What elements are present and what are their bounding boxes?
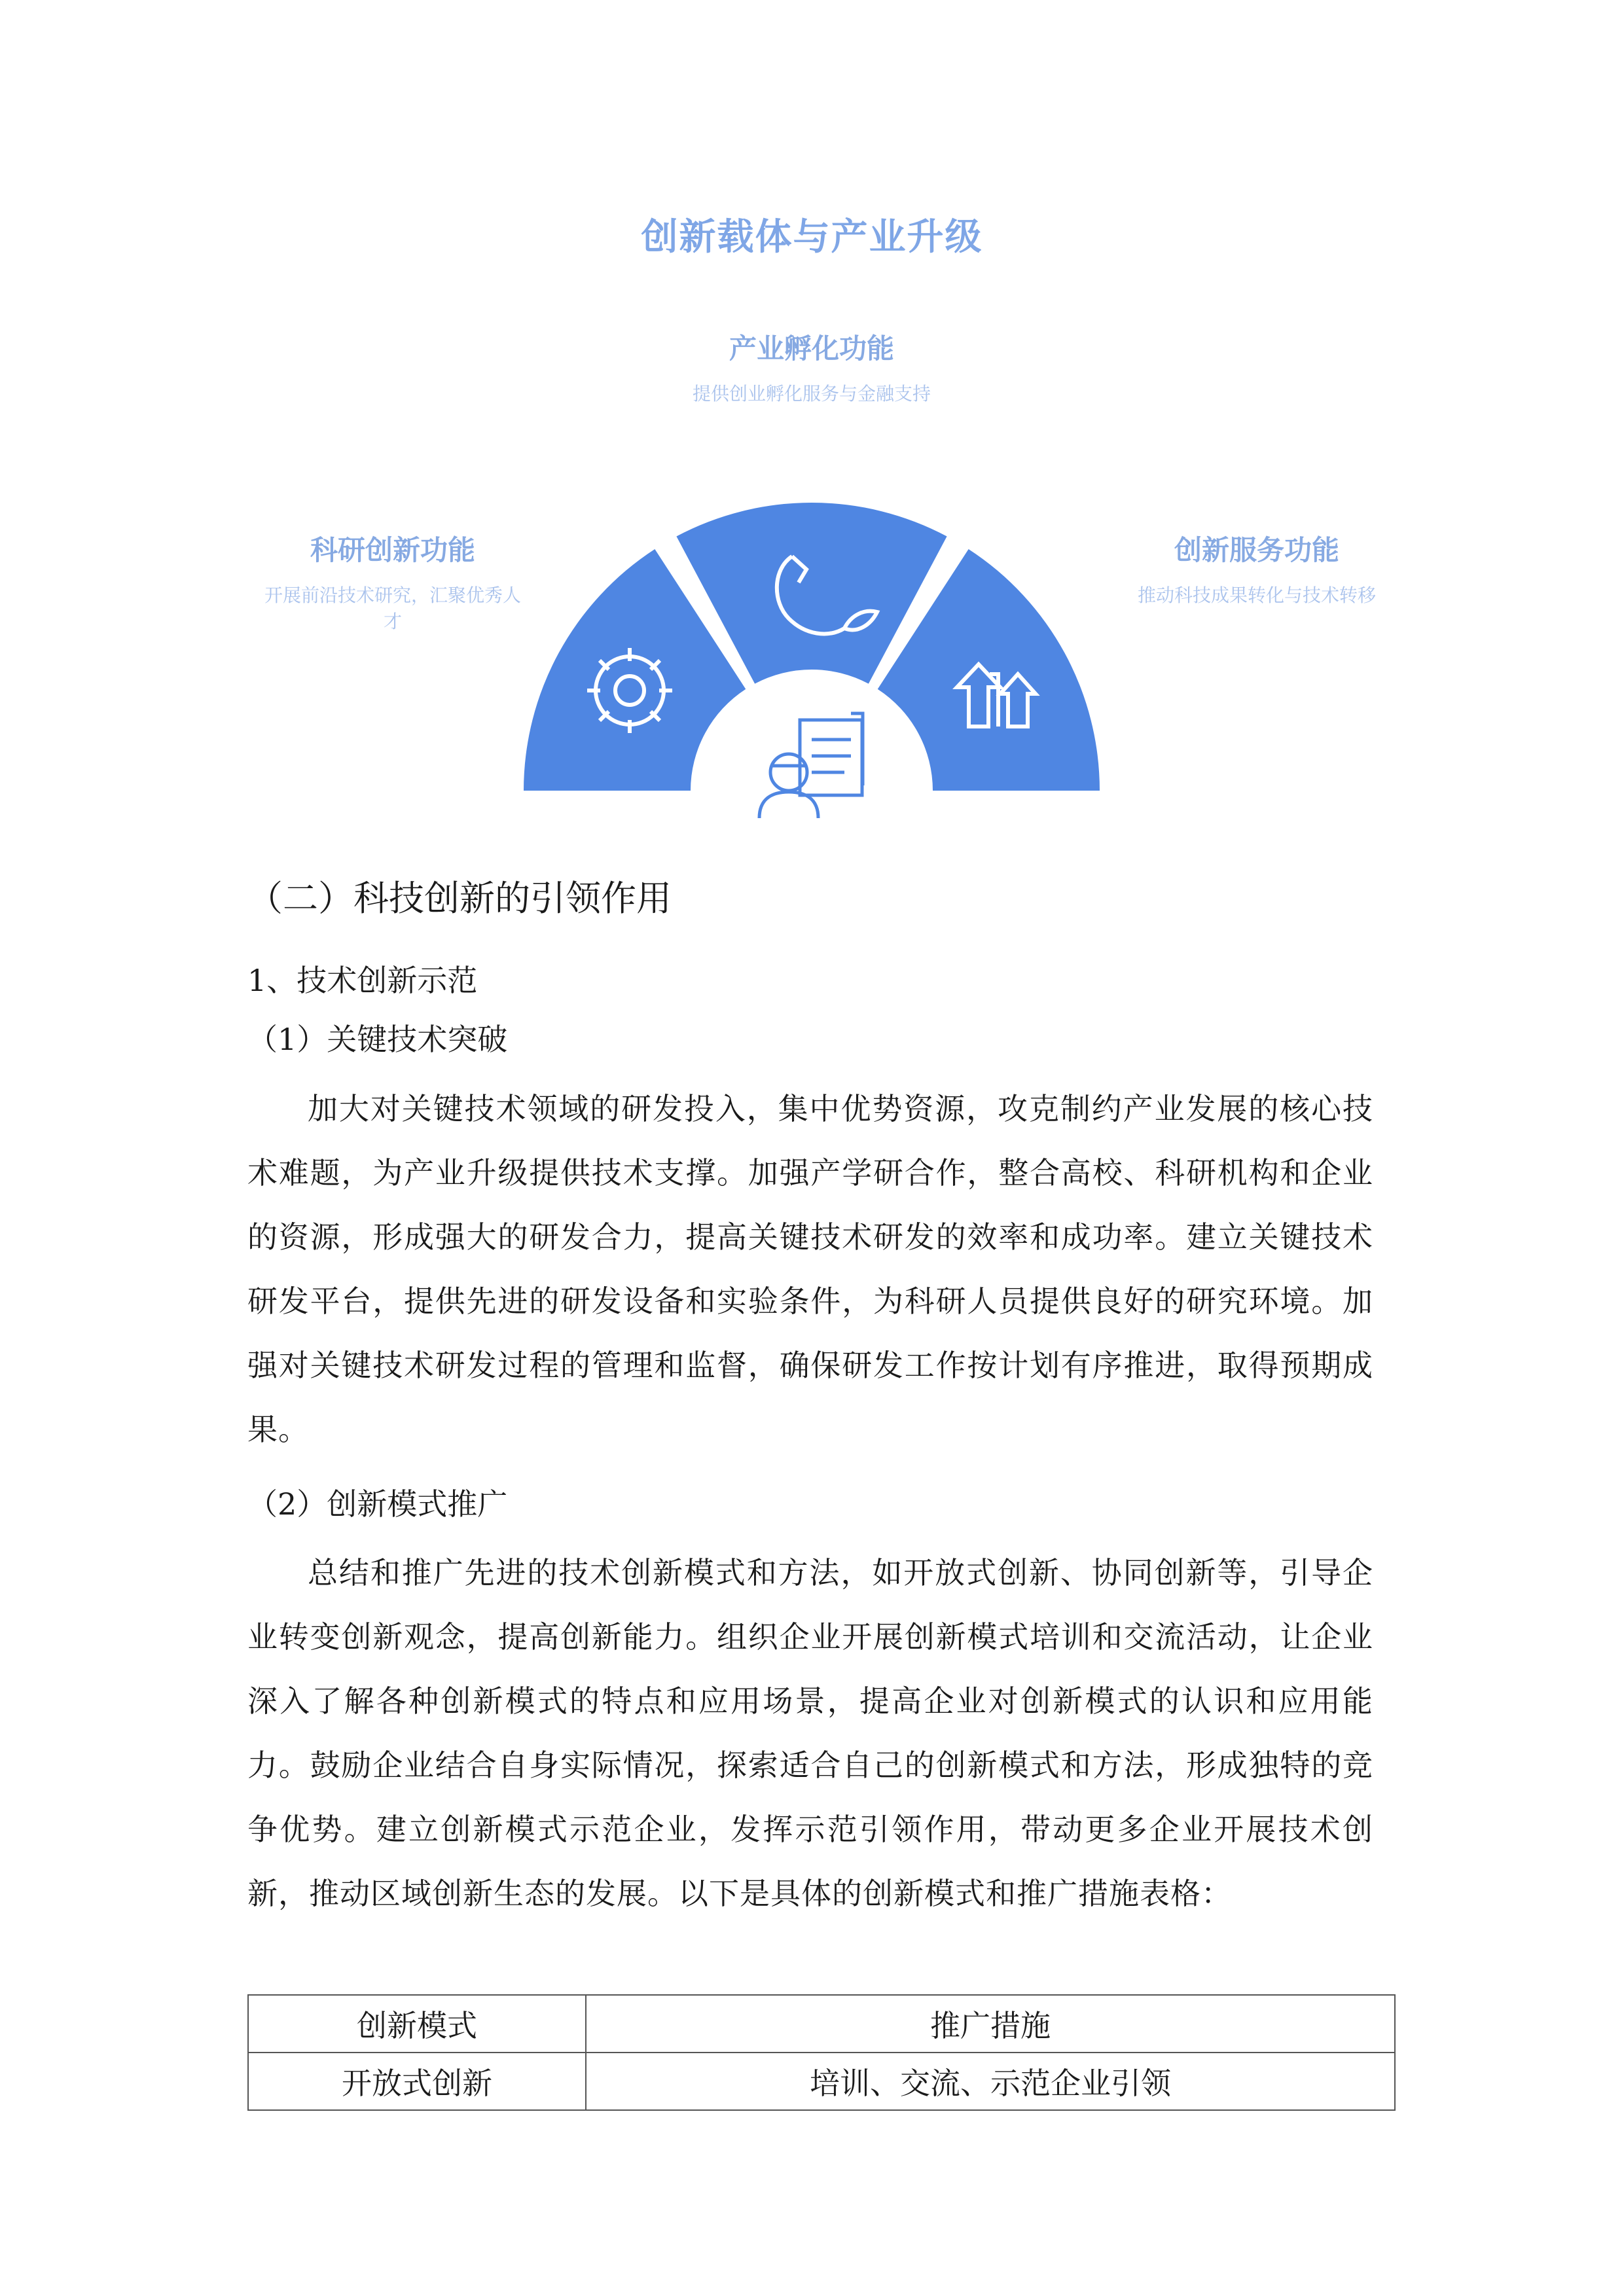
table-header-cell: 推广措施 [586, 1995, 1395, 2053]
arc-diagram [0, 0, 1624, 844]
table-header-row [248, 1995, 1395, 2053]
label-research-title: 科研创新功能 [310, 534, 475, 566]
researcher-icon [759, 713, 863, 818]
table-cell: 开放式创新 [248, 2053, 586, 2110]
paragraph-2: 总结和推广先进的技术创新模式和方法，如开放式创新、协同创新等，引导企业转变创新观念，提高创新能力。组织企业开展创新模式培训和交流活动，让企业深入了解各种创新模式的特点和应用场景，提高企业对创新模式的认识和应用能力。鼓励企业结合自身实际情况，探索适合自己的创新模式和方法，形成独特的竞争优势。建立创新模式示范企业，发挥示范引领作用，带动更多企业开展技术创新，推动区域创新生态的发展。以下是具体的创新模式和推广措施表格： [247, 1555, 1373, 1911]
item-title-2: （2）创新模式推广 [247, 1486, 508, 1522]
table-header-cell: 创新模式 [248, 1995, 586, 2053]
innovation-mode-table [247, 1994, 1396, 2111]
subsection-title: 1、技术创新示范 [247, 963, 478, 998]
label-service-title: 创新服务功能 [1174, 534, 1339, 566]
label-incubation-title: 产业孵化功能 [729, 332, 894, 365]
paragraph-1: 加大对关键技术领域的研发投入，集中优势资源，攻克制约产业发展的核心技术难题，为产业升级提供技术支撑。加强产学研合作，整合高校、科研机构和企业的资源，形成强大的研发合力，提高关键技术研发的效率和成功率。建立关键技术研发平台，提供先进的研发设备和实验条件，为科研人员提供良好的研究环境。加强对关键技术研发过程的管理和监督，确保研发工作按计划有序推进，取得预期成果。 [247, 1091, 1373, 1447]
label-service-desc: 推动科技成果转化与技术转移 [1137, 584, 1376, 606]
section-heading: （二）科技创新的引领作用 [247, 878, 672, 919]
item-title-1: （1）关键技术突破 [247, 1022, 508, 1057]
table-cell: 培训、交流、示范企业引领 [586, 2053, 1395, 2110]
table-row [248, 2053, 1395, 2110]
label-research-desc: 开展前沿技术研究，汇聚优秀人才 [264, 584, 521, 632]
figure-title: 创新载体与产业升级 [641, 216, 983, 259]
figure-innovation-carrier [0, 0, 1624, 844]
label-incubation-desc: 提供创业孵化服务与金融支持 [692, 383, 931, 404]
